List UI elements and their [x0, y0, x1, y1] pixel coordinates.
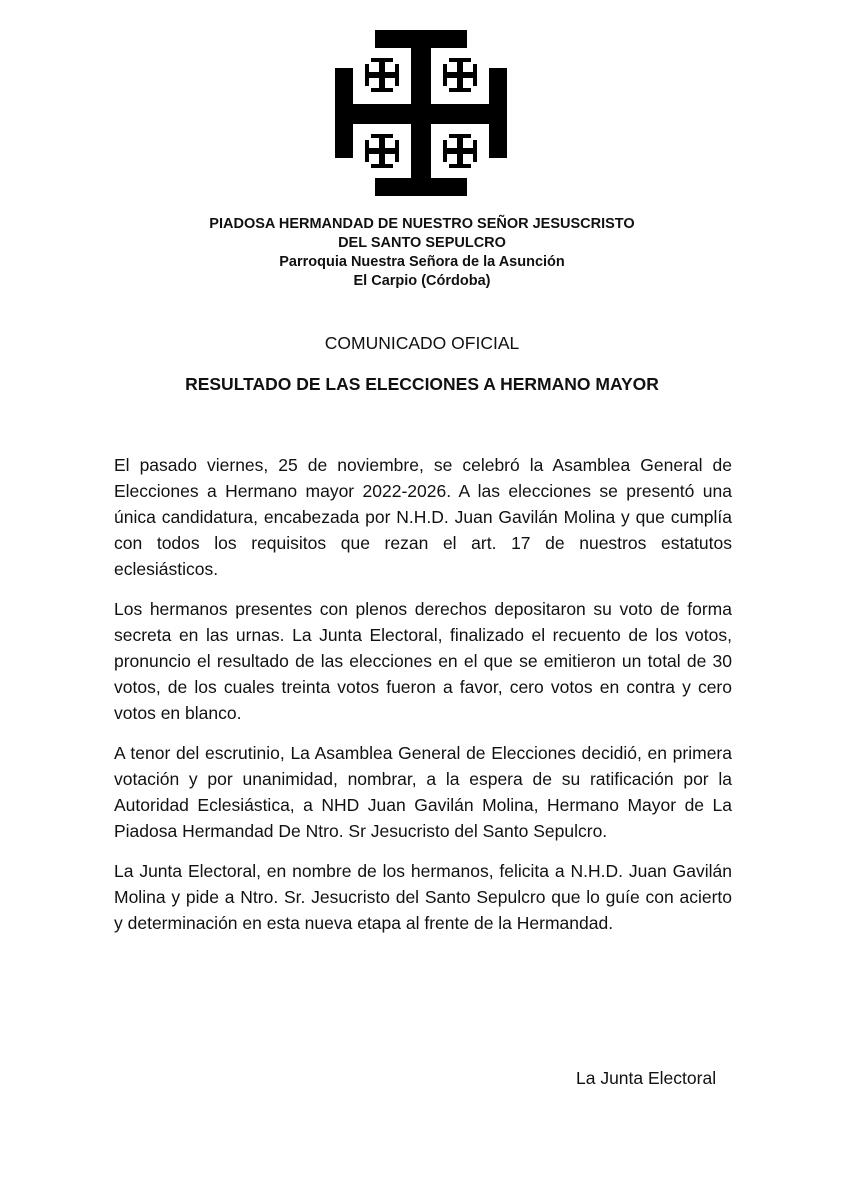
document-title: RESULTADO DE LAS ELECCIONES A HERMANO MAYOR: [185, 374, 659, 394]
brotherhood-name: PIADOSA HERMANDAD DE NUESTRO SEÑOR JESUSCRISTO: [209, 216, 635, 232]
letterhead: [0, 215, 844, 291]
paragraph: A tenor del escrutinio, La Asamblea General de Elecciones decidió, en primera votación y por unanimidad, nombrar, a la espera de su ratificación por la Autoridad Eclesiástica, a NHD Juan Gavilán Molina, Hermano Mayor de La Piadosa Hermandad De Ntro. Sr Jesucristo del Santo Sepulcro.: [114, 743, 732, 841]
parish-name: Parroquia Nuestra Señora de la Asunción: [279, 254, 565, 270]
document-body: [114, 452, 732, 950]
signature: La Junta Electoral: [576, 1068, 717, 1088]
paragraph: El pasado viernes, 25 de noviembre, se celebró la Asamblea General de Elecciones a Hermano mayor 2022-2026. A las elecciones se presentó una única candidatura, encabezada por N.H.D. Juan Gavilán Molina y que cumplía con todos los requisitos que rezan el art. 17 de nuestros estatutos eclesiásticos.: [114, 455, 732, 579]
paragraph: La Junta Electoral, en nombre de los hermanos, felicita a N.H.D. Juan Gavilán Molina y pide a Ntro. Sr. Jesucristo del Santo Sepulcro que lo guíe con acierto y determinación en esta nueva etapa al frente de la Hermandad.: [114, 861, 732, 933]
brotherhood-name-line2: DEL SANTO SEPULCRO: [338, 235, 506, 251]
paragraph: Los hermanos presentes con plenos derechos depositaron su voto de forma secreta en las urnas. La Junta Electoral, finalizado el recuento de los votos, pronuncio el resultado de las elecciones en el que se emitieron un total de 30 votos, de los cuales treinta votos fueron a favor, cero votos en contra y cero votos en blanco.: [114, 599, 732, 723]
location: El Carpio (Córdoba): [353, 273, 491, 289]
jerusalem-cross-icon: [335, 30, 507, 196]
document-type: COMUNICADO OFICIAL: [324, 333, 520, 353]
